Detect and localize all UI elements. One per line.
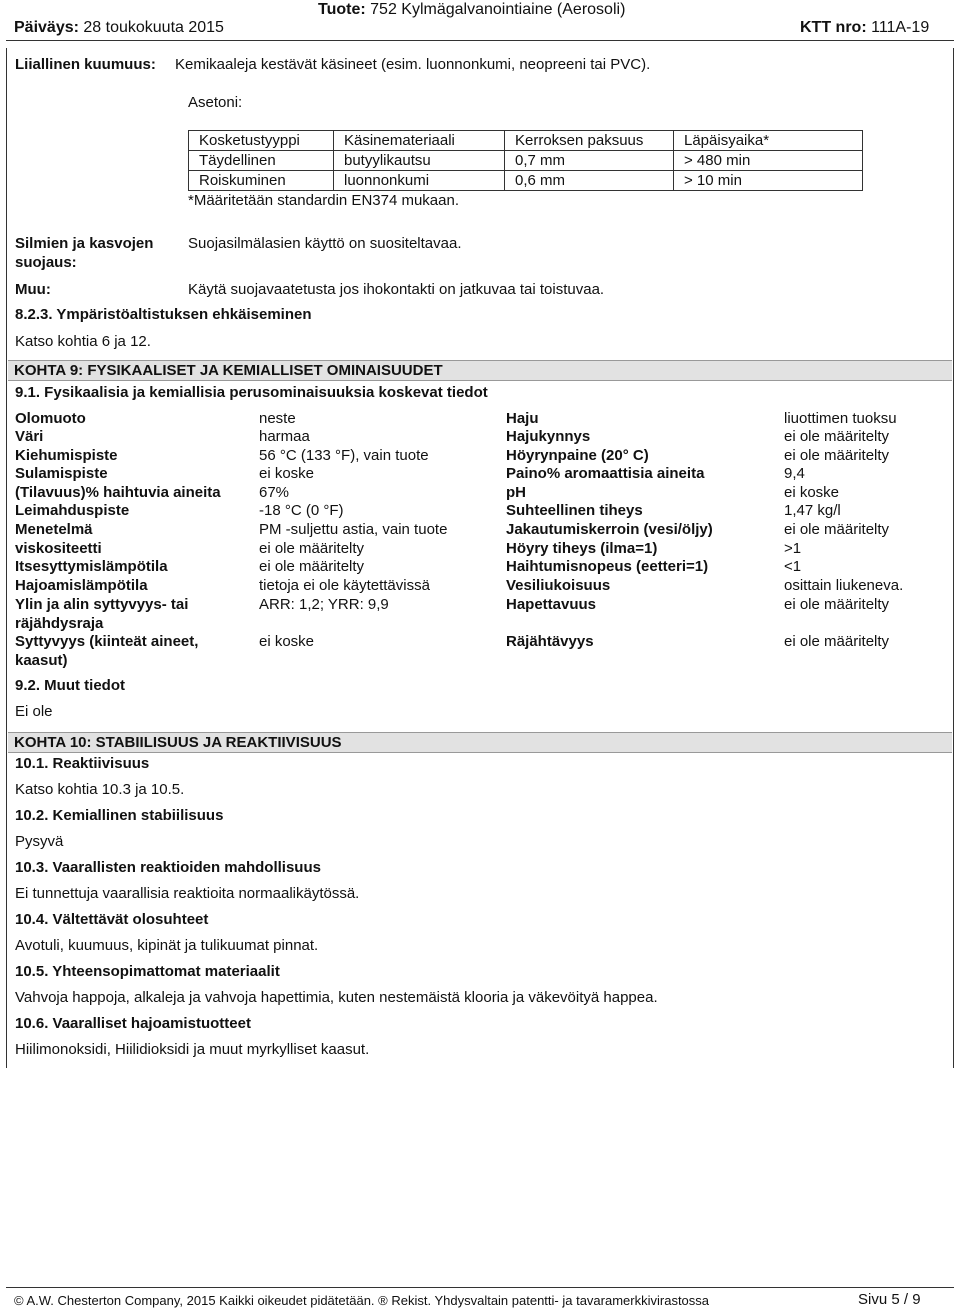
document-date: [14, 19, 224, 37]
property-label: Haihtumisnopeus (eetteri=1): [506, 558, 709, 575]
footer-page-number: Sivu 5 / 9: [858, 1291, 921, 1308]
glove-table-header: [189, 131, 863, 151]
footer-rule: [6, 1287, 954, 1288]
ktt-number: [800, 19, 929, 37]
property-label: Höyrynpaine (20° C): [506, 447, 649, 464]
glove-cell: 0,6 mm: [505, 171, 674, 191]
other-label: Muu:: [15, 281, 51, 298]
right-border: [953, 48, 954, 1068]
glove-table: [188, 130, 863, 191]
property-label: Haju: [506, 410, 539, 427]
property-value: osittain liukeneva.: [784, 577, 904, 594]
property-value: liuottimen tuoksu: [784, 410, 897, 427]
glove-cell: luonnonkumi: [334, 171, 505, 191]
section10-item-heading: 10.6. Vaaralliset hajoamistuotteet: [15, 1015, 251, 1032]
other-text: Käytä suojavaatetusta jos ihokontakti on jatkuvaa tai toistuvaa.: [188, 281, 605, 298]
property-value: 1,47 kg/l: [784, 502, 841, 519]
property-value: >1: [784, 540, 802, 557]
property-label: Ylin ja alin syttyvyys- tai: [15, 596, 189, 613]
property-label: Jakautumiskerroin (vesi/öljy): [506, 521, 713, 538]
glove-header-cell: Kerroksen paksuus: [505, 131, 674, 151]
left-border: [6, 48, 7, 1068]
glove-note: *Määritetään standardin EN374 mukaan.: [188, 192, 459, 209]
property-value: 67%: [259, 484, 290, 501]
section9-sub: 9.1. Fysikaalisia ja kemiallisia perusominaisuuksia koskevat tiedot: [15, 384, 488, 401]
product-title: [318, 1, 625, 19]
property-value: ei ole määritelty: [784, 521, 890, 538]
section10-item-text: Avotuli, kuumuus, kipinät ja tulikuumat pinnat.: [15, 937, 319, 954]
property-label: Hajoamislämpötila: [15, 577, 148, 594]
property-value: 56 °C (133 °F), vain tuote: [259, 447, 429, 464]
property-value: 9,4: [784, 465, 805, 482]
product-label: Tuote:: [318, 1, 366, 18]
property-label: pH: [506, 484, 526, 501]
section10-item-text: Hiilimonoksidi, Hiilidioksidi ja muut myrkylliset kaasut.: [15, 1041, 370, 1058]
section10-item-heading: 10.3. Vaarallisten reaktioiden mahdollisuus: [15, 859, 321, 876]
property-value: ei ole määritelty: [784, 633, 890, 650]
glove-cell: 0,7 mm: [505, 151, 674, 171]
property-value: ei koske: [259, 633, 315, 650]
section10-item-heading: 10.1. Reaktiivisuus: [15, 755, 150, 772]
section9-title-bar: [8, 360, 952, 381]
env-heading: 8.2.3. Ympäristöaltistuksen ehkäiseminen: [15, 306, 312, 323]
acetone-label: Asetoni:: [188, 94, 243, 111]
section10-item-text: Vahvoja happoja, alkaleja ja vahvoja hapettimia, kuten nestemäistä klooria ja väkevöityä happea.: [15, 989, 658, 1006]
property-label: Sulamispiste: [15, 465, 108, 482]
property-label: Olomuoto: [15, 410, 86, 427]
section9-title: KOHTA 9: FYSIKAALISET JA KEMIALLISET OMINAISUUDET: [14, 362, 443, 379]
env-text: Katso kohtia 6 ja 12.: [15, 333, 151, 350]
table-row: [189, 151, 863, 171]
property-label: Menetelmä: [15, 521, 93, 538]
property-value: <1: [784, 558, 802, 575]
property-label: Syttyvyys (kiinteät aineet,: [15, 633, 199, 650]
glove-header-cell: Käsinemateriaali: [334, 131, 505, 151]
property-label-cont: kaasut): [15, 652, 68, 669]
section10-item-text: Ei tunnettuja vaarallisia reaktioita normaalikäytössä.: [15, 885, 360, 902]
footer-copyright: © A.W. Chesterton Company, 2015 Kaikki oikeudet pidätetään. ® Rekist. Yhdysvaltain patentti- ja tavaramerkkivirastossa: [14, 1293, 710, 1308]
skin-label: Liiallinen kuumuus:: [15, 56, 156, 73]
other-info-text: Ei ole: [15, 703, 53, 720]
property-label: Itsesyttymislämpötila: [15, 558, 168, 575]
table-row: [189, 171, 863, 191]
property-label: viskositeetti: [15, 540, 102, 557]
skin-text: Kemikaaleja kestävät käsineet (esim. luonnonkumi, neopreeni tai PVC).: [175, 56, 651, 73]
glove-cell: butyylikautsu: [334, 151, 505, 171]
property-value: harmaa: [259, 428, 310, 445]
property-value: -18 °C (0 °F): [259, 502, 344, 519]
section10-item-text: Katso kohtia 10.3 ja 10.5.: [15, 781, 185, 798]
glove-cell: > 480 min: [674, 151, 863, 171]
eye-text: Suojasilmälasien käyttö on suositeltavaa.: [188, 235, 462, 252]
property-label: (Tilavuus)% haihtuvia aineita: [15, 484, 221, 501]
glove-header-cell: Läpäisyaika*: [674, 131, 863, 151]
section10-item-heading: 10.5. Yhteensopimattomat materiaalit: [15, 963, 280, 980]
property-label: Kiehumispiste: [15, 447, 118, 464]
eye-label-line1: Silmien ja kasvojen: [15, 235, 154, 252]
property-value: ei ole määritelty: [784, 447, 890, 464]
property-label: Vesiliukoisuus: [506, 577, 611, 594]
property-value: neste: [259, 410, 296, 427]
date-label: Päiväys:: [14, 19, 79, 36]
property-value: ei ole määritelty: [259, 558, 365, 575]
property-label: Hajukynnys: [506, 428, 591, 445]
section10-item-heading: 10.2. Kemiallinen stabiilisuus: [15, 807, 224, 824]
ktt-label: KTT nro:: [800, 19, 867, 36]
property-label: Paino% aromaattisia aineita: [506, 465, 705, 482]
section10-item-heading: 10.4. Vältettävät olosuhteet: [15, 911, 209, 928]
property-label: Väri: [15, 428, 44, 445]
property-label-cont: räjähdysraja: [15, 615, 104, 632]
glove-cell: > 10 min: [674, 171, 863, 191]
glove-cell: Täydellinen: [189, 151, 334, 171]
other-info-heading: 9.2. Muut tiedot: [15, 677, 125, 694]
property-value: ei ole määritelty: [259, 540, 365, 557]
ktt-value: 111A-19: [871, 19, 930, 36]
property-label: Leimahduspiste: [15, 502, 130, 519]
property-value: ei ole määritelty: [784, 428, 890, 445]
property-value: tietoja ei ole käytettävissä: [259, 577, 430, 594]
glove-cell: Roiskuminen: [189, 171, 334, 191]
property-value: ei koske: [259, 465, 315, 482]
property-value: ei ole määritelty: [784, 596, 890, 613]
eye-label-line2: suojaus:: [15, 254, 77, 271]
section10-item-text: Pysyvä: [15, 833, 64, 850]
section10-title-bar: [8, 732, 952, 753]
property-label: Räjähtävyys: [506, 633, 594, 650]
property-value: ARR: 1,2; YRR: 9,9: [259, 596, 389, 613]
glove-header-cell: Kosketustyyppi: [189, 131, 334, 151]
property-label: Suhteellinen tiheys: [506, 502, 643, 519]
product-value: 752 Kylmägalvanointiaine (Aerosoli): [370, 1, 626, 18]
section10-title: KOHTA 10: STABIILISUUS JA REAKTIIVISUUS: [14, 734, 342, 751]
property-label: Hapettavuus: [506, 596, 597, 613]
property-value: ei koske: [784, 484, 840, 501]
header-rule: [6, 40, 954, 41]
property-label: Höyry tiheys (ilma=1): [506, 540, 658, 557]
property-value: PM -suljettu astia, vain tuote: [259, 521, 448, 538]
date-value: 28 toukokuuta 2015: [83, 19, 224, 36]
